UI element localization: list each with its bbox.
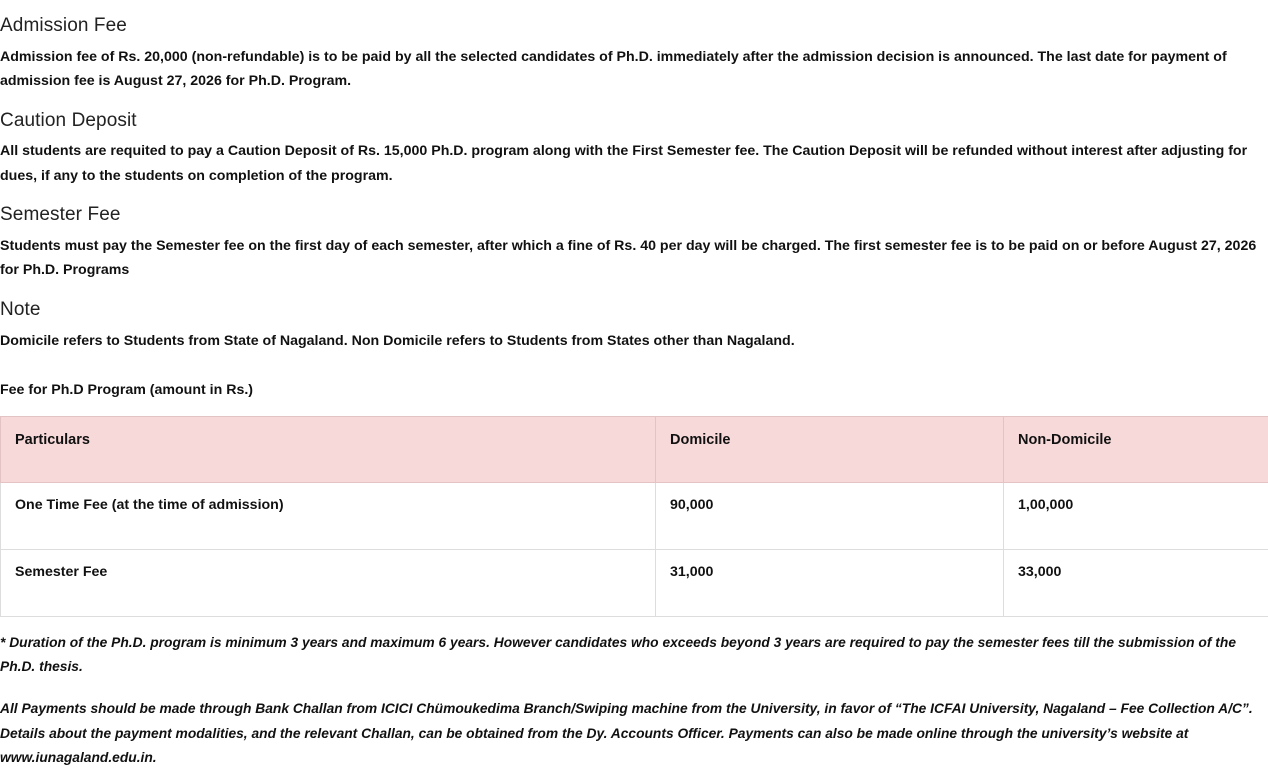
section-body-note: Domicile refers to Students from State of Nagaland. Non Domicile refers to Students from States other than Nagaland. <box>0 329 1268 353</box>
cell-particulars: Semester Fee <box>1 549 656 616</box>
fee-table-caption: Fee for Ph.D Program (amount in Rs.) <box>0 379 1268 402</box>
section-heading-admission-fee: Admission Fee <box>0 14 1268 38</box>
section-heading-semester-fee: Semester Fee <box>0 203 1268 227</box>
duration-footnote: * Duration of the Ph.D. program is minimum 3 years and maximum 6 years. However candidates who exceeds beyond 3 years are required to pay the semester fees till the submission of the Ph.D. thesis. <box>0 631 1268 679</box>
section-heading-caution-deposit: Caution Deposit <box>0 109 1268 133</box>
fee-table-header <box>1 416 1268 482</box>
column-header-non-domicile: Non-Domicile <box>1004 416 1268 482</box>
table-header-row <box>1 416 1268 482</box>
cell-non-domicile: 1,00,000 <box>1004 482 1268 549</box>
cell-non-domicile: 33,000 <box>1004 549 1268 616</box>
payment-instructions-note: All Payments should be made through Bank Challan from ICICI Chümoukedima Branch/Swiping machine from the University, in favor of “The ICFAI University, Nagaland – Fee Collection A/C”. Details about the payment modalities, and the relevant Challan, can be obtained from the Dy. Accounts Officer. Payments can also be made online through the university’s website at www.iunagaland.edu.in. <box>0 697 1268 771</box>
cell-domicile: 31,000 <box>656 549 1004 616</box>
column-header-particulars: Particulars <box>1 416 656 482</box>
section-body-admission-fee: Admission fee of Rs. 20,000 (non-refundable) is to be paid by all the selected candidates of Ph.D. immediately after the admission decision is announced. The last date for payment of admission fee is August 27, 2026 for Ph.D. Program. <box>0 45 1268 94</box>
section-body-semester-fee: Students must pay the Semester fee on the first day of each semester, after which a fine of Rs. 40 per day will be charged. The first semester fee is to be paid on or before August 27, 2026 for Ph.D. Programs <box>0 234 1268 283</box>
section-body-caution-deposit: All students are requited to pay a Caution Deposit of Rs. 15,000 Ph.D. program along with the First Semester fee. The Caution Deposit will be refunded without interest after adjusting for dues, if any to the students on completion of the program. <box>0 139 1268 188</box>
section-heading-note: Note <box>0 298 1268 322</box>
fee-table-body <box>1 482 1268 616</box>
table-row <box>1 549 1268 616</box>
table-row <box>1 482 1268 549</box>
fee-table <box>0 416 1268 617</box>
cell-particulars: One Time Fee (at the time of admission) <box>1 482 656 549</box>
column-header-domicile: Domicile <box>656 416 1004 482</box>
cell-domicile: 90,000 <box>656 482 1004 549</box>
